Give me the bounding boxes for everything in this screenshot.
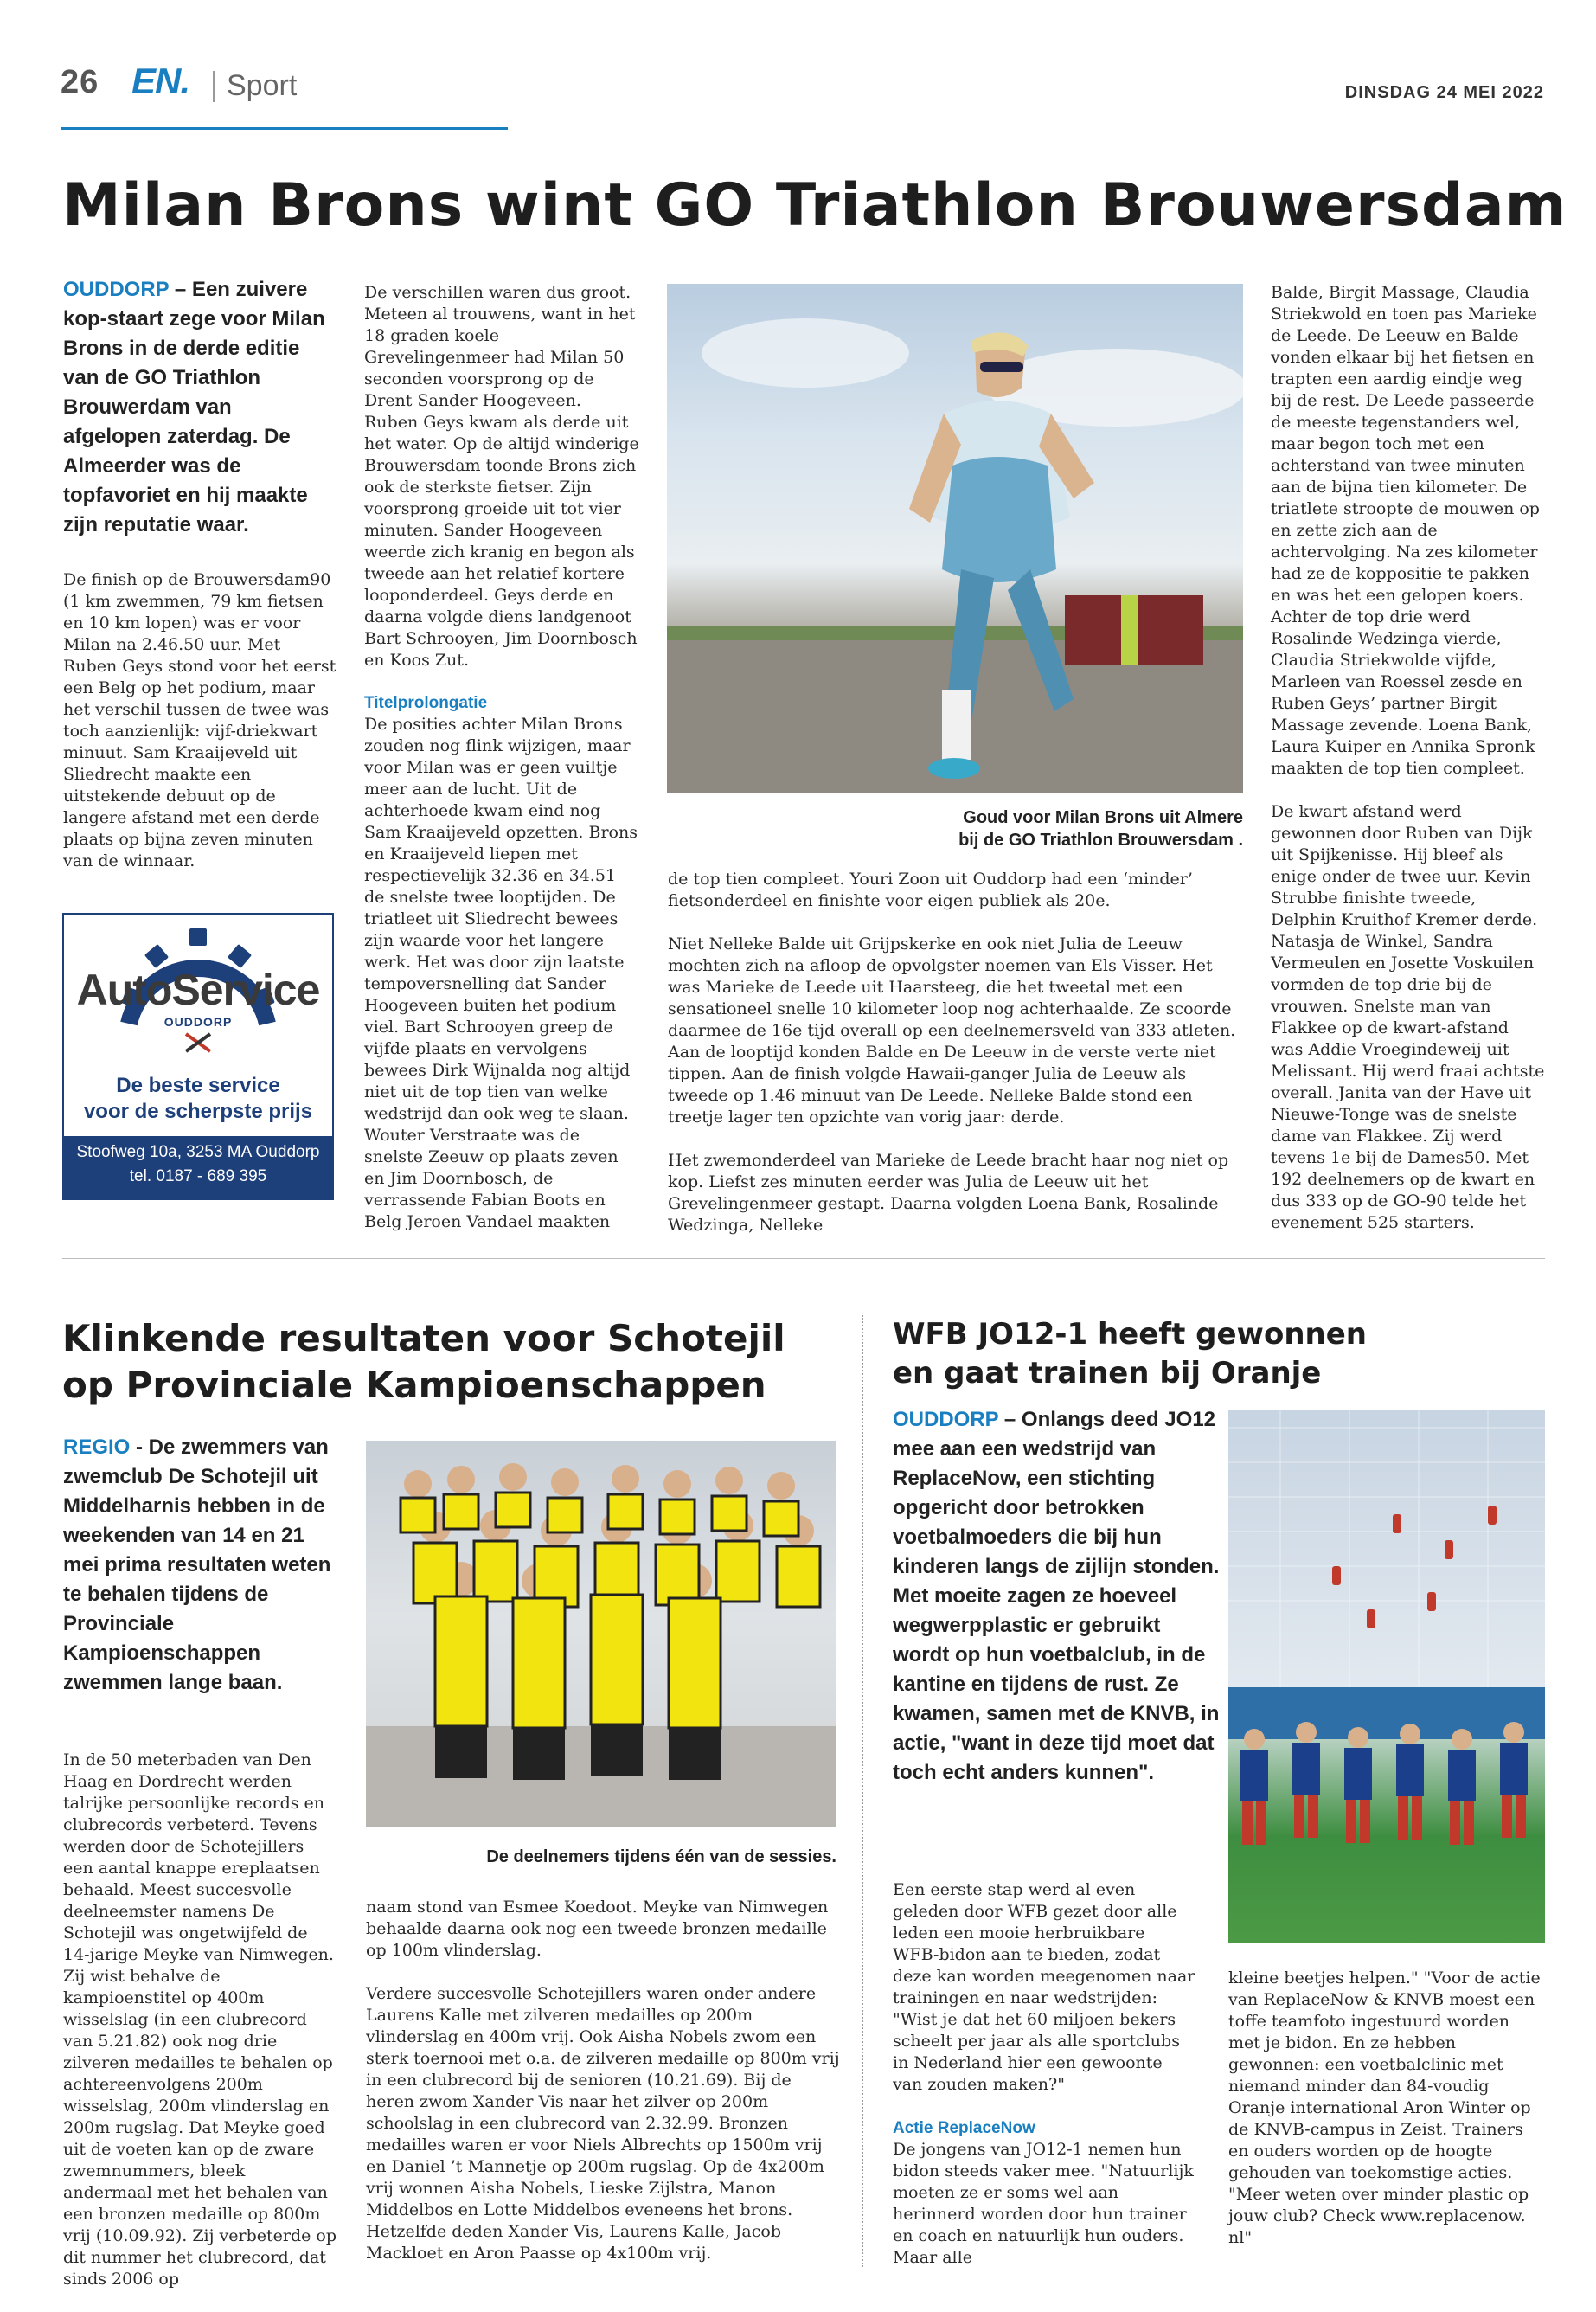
article3-intro-text: – Onlangs deed JO12 mee aan een wedstrijd van ReplaceNow, een stichting opgericht door betrokken voetbalmoeders die bij hun kinderen langs de zijlijn stonden. Met moeite zagen ze hoeveel wegwerpplastic er gebruikt wordt op hun voetbalclub, in de kantine en tijdens de rust. Ze kwamen, samen met de KNVB, in actie, "want in deze tijd moet dat toch echt anders kunnen". — [893, 1408, 1220, 1784]
article1-col4 — [1271, 282, 1546, 1256]
article1-col3 — [668, 869, 1246, 1258]
swimmers-photo-caption: De deelnemers tijdens één van de sessies. — [486, 1847, 836, 1866]
triathlon-photo — [667, 284, 1243, 793]
article3-dateline: OUDDORP — [893, 1408, 999, 1431]
page-number: 26 — [61, 64, 99, 100]
article2-dateline: REGIO — [63, 1435, 131, 1459]
en-logo: EN. — [131, 61, 190, 101]
ad-phone: tel. 0187 - 689 395 — [129, 1167, 267, 1185]
article3-col1-p1: Een eerste stap werd al even geleden door WFB gezet door alle leden een mooie herbruikbare WFB-bidon aan te bieden, zodat deze kan worden meegenomen naar trainingen en naar wedstrijden: "Wist je dat het 60 miljoen bekers scheelt per jaar als alle sportclubs in Nederland hier een gewoonte van zouden maken?" — [893, 1880, 1195, 2094]
article2-headline-line1: Klinkende resultaten voor Schotejil — [62, 1317, 785, 1359]
article1-col3-p1: de top tien compleet. Youri Zoon uit Ouddorp had een ‘minder’ fietsonderdeel en finishte voor eigen publiek als 20e. — [668, 870, 1193, 910]
article2-intro — [63, 1433, 338, 1698]
article2-col1 — [63, 1750, 338, 2312]
article2-intro-text: - De zwemmers van zwemclub De Schotejil uit Middelharnis hebben in de weekenden van 14 en 21 mei prima resultaten weten te behalen tijdens de Provinciale Kampioenschappen zwemmen lange baan. — [63, 1435, 331, 1694]
triathlon-photo-caption-2: bij de GO Triathlon Brouwersdam . — [958, 831, 1243, 850]
article1-col3-p2: Niet Nelleke Balde uit Grijpskerke en ook niet Julia de Leeuw mochten zich na afloop de opvolgster noemen van Els Visser. Het was Marieke de Leede uit Haarsteeg, die het tweetal met een sensationeel snelle 10 kilometer loop nog achterhaalde. Ze scoorde daarmee de 16e tijd overall op een deelnemersveld van 333 atleten. Aan de looptijd konden Balde en De Leeuw in de verste verte niet tippen. Aan de finish volgde Hawaii-ganger Julia de Leeuw als tweede op 1.46 minuut van De Leede. Nelleke Balde stond een treetje lager ten opzichte van vorig jaar: derde. — [668, 934, 1236, 1127]
article3-headline — [893, 1315, 1367, 1393]
article1-col2-subhead: Titelprolongatie — [364, 694, 488, 712]
autoservice-ad[interactable] — [62, 913, 334, 1200]
ad-sub: OUDDORP — [163, 1015, 233, 1029]
article1-col2-p2: De posities achter Milan Brons zouden nog flink wijzigen, maar voor Milan was er geen vuiltje meer aan de lucht. Uit de achterhoede kwam eind nog Sam Kraaijeveld opzetten. Brons en Kraaijeveld liepen met respectievelijk 32.36 en 34.51 de snelste twee looptijden. De triatleet uit Sliedrecht bewees zijn waarde voor het langere werk. Het was door zijn laatste tempoversnelling dat Sander Hoogeveen buiten het podium viel. Bart Schrooyen greep de vijfde plaats en vervolgens bewees Dirk Wijnalda nog altijd niet uit de top tien van welke wedstrijd dan ook weg te slaan. Wouter Verstraate was de snelste Zeeuw op plaats zeven en Jim Doornbosch, de verrassende Fabian Boots en Belg Jeroen Vandael maakten — [364, 715, 638, 1231]
article2-col2 — [366, 1897, 840, 2286]
article1-col2-p1: De verschillen waren dus groot. Meteen al trouwens, want in het 18 graden koele Grevelingenmeer had Milan 50 seconden voorsprong op de Drent Sander Hoogeveen. Ruben Geys kwam als derde uit het water. Op de altijd winderige Brouwersdam toonde Brons zich ook de sterkste fietser. Zijn voorsprong groeide uit tot vier minuten. Sander Hoogeveen weerde zich kranig en begon als tweede aan het relatief kortere looponderdeel. Geys derde en daarna volgde diens landgenoot Bart Schrooyen, Jim Doornbosch en Koos Zut. — [364, 283, 639, 670]
article1-col4-p1: Balde, Birgit Massage, Claudia Striekwold en toen pas Marieke de Leede. De Leeuw en Balde vonden elkaar bij het fietsen en trapten een aardig eindje weg bij de rest. De Leede passeerde de meeste tegenstanders wel, maar begon toch met een achterstand van twee minuten aan de bijna tien kilometer. De triatlete stroopte de mouwen op en zette zich aan de achtervolging. Na zes kilometer had ze de koppositie te pakken en was het een gelopen koers. Achter de top drie werd Rosalinde Wedzinga vierde, Claudia Striekwolde vijfde, Marleen van Roessel zesde en Ruben Geys’ partner Birgit Massage zevende. Loena Bank, Laura Kuiper en Annika Spronk maakten de top tien compleet. — [1271, 283, 1540, 778]
article3-col1-subhead: Actie ReplaceNow — [893, 2119, 1035, 2137]
article3-headline-line1: WFB JO12-1 heeft gewonnen — [893, 1317, 1368, 1352]
section-label: Sport — [227, 69, 298, 102]
triathlon-photo-caption-1: Goud voor Milan Brons uit Almere — [963, 808, 1243, 827]
swimmers-illustration — [366, 1441, 836, 1827]
article2-col2-p2: Verdere succesvolle Schotejillers waren onder andere Laurens Kalle met zilveren medailles op 200m vlinderslag en 400m vrij. Ook Aisha Nobels zwom een sterk toernooi met o.a. de zilveren medaille op 800m vrij in een clubrecord bij de senioren (10.21.69). Bij de heren zwom Xander Vis naar het zilver op 200m schoolslag in een clubrecord van 2.32.99. Bronzen medailles waren er voor Niels Albrechts op 1500m vrij en Daniel ’t Mannetje op 200m rugslag. Op de 4x200m vrij wonnen Aisha Nobels, Lieske Zijlstra, Manon Middelbos en Lotte Middelbos eveneens het brons. Hetzelfde deden Xander Vis, Laurens Kalle, Jacob Mackloet en Aron Paasse op 4x100m vrij. — [366, 1984, 840, 2263]
article1-intro — [63, 275, 331, 540]
header-rule — [61, 127, 508, 130]
article2-col1-p1: In de 50 meterbaden van Den Haag en Dordrecht werden talrijke persoonlijke records en clubrecords verbeterd. Tevens werden door de Schotejillers een aantal knappe ereplaatsen behaald. Meest succesvolle deelneemster namens De Schotejil was ongetwijfeld de 14-jarige Meyke van Nimwegen. Zij wist behalve de kampioenstitel op 400m wisselslag (in een clubrecord van 5.21.82) ook nog drie zilveren medailles te behalen op achtereenvolgens 200m wisselslag, 200m vlinderslag en 200m rugslag. Dat Meyke goed uit de voeten kan op de zware zwemnummers, bleek andermaal met het behalen van een bronzen medaille op 800m vrij (10.09.92). Zij verbeterde op dit nummer het clubrecord, dat sinds 2006 op — [63, 1750, 337, 2289]
ad-slogan-1: De beste service — [116, 1074, 280, 1097]
football-illustration — [1228, 1410, 1545, 1943]
article1-dateline: OUDDORP — [63, 278, 170, 301]
column-separator — [862, 1315, 863, 2267]
article1-col1 — [63, 569, 338, 894]
article3-col2-p1: kleine beetjes helpen." "Voor de actie van ReplaceNow & KNVB moest een toffe teamfoto ingestuurd worden met je bidon. En ze hebben gewonnen: een voetbalclinic met niemand minder dan 84-voudig Oranje international Aron Winter op de KNVB-campus in Zeist. Trainers en ouders worden op de hoogte gehouden van toekomstige acties. "Meer weten over minder plastic op jouw club? Check www.replacenow. nl" — [1228, 1968, 1541, 2247]
article3-headline-line2: en gaat trainen bij Oranje — [893, 1356, 1322, 1390]
ad-brand: AutoService — [76, 966, 320, 1014]
swimmers-photo — [366, 1441, 836, 1827]
ad-address: Stoofweg 10a, 3253 MA Ouddorp — [76, 1143, 320, 1161]
ad-slogan-2: voor de scherpste prijs — [83, 1100, 313, 1123]
article1-col2 — [364, 282, 639, 1255]
article2-headline-line2: op Provinciale Kampioenschappen — [62, 1364, 766, 1406]
article1-intro-text: – Een zuivere kop-staart zege voor Milan Brons in de derde editie van de GO Triathlon Brouwerdam van afgelopen zaterdag. De Almeerder was de topfavoriet en hij maakte zijn reputatie waar. — [63, 278, 325, 536]
wrench-icon — [181, 1031, 215, 1055]
article3-col2 — [1228, 1968, 1545, 2270]
article3-intro — [893, 1405, 1221, 1788]
article1-col3-p3: Het zwemonderdeel van Marieke de Leede bracht haar nog niet op kop. Liefst zes minuten eerder was Julia de Leeuw uit het Grevelingenmeer gestapt. Daarna volgden Loena Bank, Rosalinde Wedzinga, Nelleke — [668, 1151, 1229, 1235]
article2-headline — [62, 1315, 785, 1409]
runner-illustration — [667, 284, 1243, 793]
article3-col1 — [893, 1879, 1195, 2290]
issue-date: DINSDAG 24 MEI 2022 — [1344, 83, 1544, 102]
article-separator — [62, 1258, 1545, 1259]
header-divider — [213, 71, 215, 102]
article2-col2-p1: naam stond van Esmee Koedoot. Meyke van Nimwegen behaalde daarna ook nog een tweede bronzen medaille op 100m vlinderslag. — [366, 1898, 829, 1960]
article3-col1-p2: De jongens van JO12-1 nemen hun bidon steeds vaker mee. "Natuurlijk moeten ze er soms wel aan herinnerd worden door hun trainer en coach en natuurlijk hun ouders. Maar alle — [893, 2140, 1194, 2267]
article1-col1-p1: De finish op de Brouwersdam90 (1 km zwemmen, 79 km fietsen en 10 km lopen) was er voor Milan na 2.46.50 uur. Met Ruben Geys stond voor het eerst een Belg op het podium, maar het verschil tussen de twee was toch aanzienlijk: vijf-driekwart minuut. Sam Kraaijeveld uit Sliedrecht maakte een uitstekende debuut op de langere afstand met een derde plaats op bijna zeven minuten van de winnaar. — [63, 570, 337, 870]
article1-col4-p2: De kwart afstand werd gewonnen door Ruben van Dijk uit Spijkenisse. Hij bleef als enige onder de twee uur. Kevin Strubbe finishte tweede, Delphin Kruithof Kremer derde. Natasja de Winkel, Sandra Vermeulen en Josette Voskuilen vormden de top drie bij de vrouwen. Snelste man van Flakkee op de kwart-afstand was Addie Vroegindeweij uit Melissant. Hij werd fraai achtste overall. Janita van der Have uit Nieuwe-Tonge was de snelste dame van Flakkee. Zij werd tevens 1e bij de Dames50. Met 192 deelnemers op de kwart en dus 333 op de GO-90 telde het evenement 525 starters. — [1271, 802, 1545, 1232]
article1-headline: Milan Brons wint GO Triathlon Brouwersdam — [62, 171, 1567, 240]
football-team-photo — [1228, 1410, 1545, 1943]
